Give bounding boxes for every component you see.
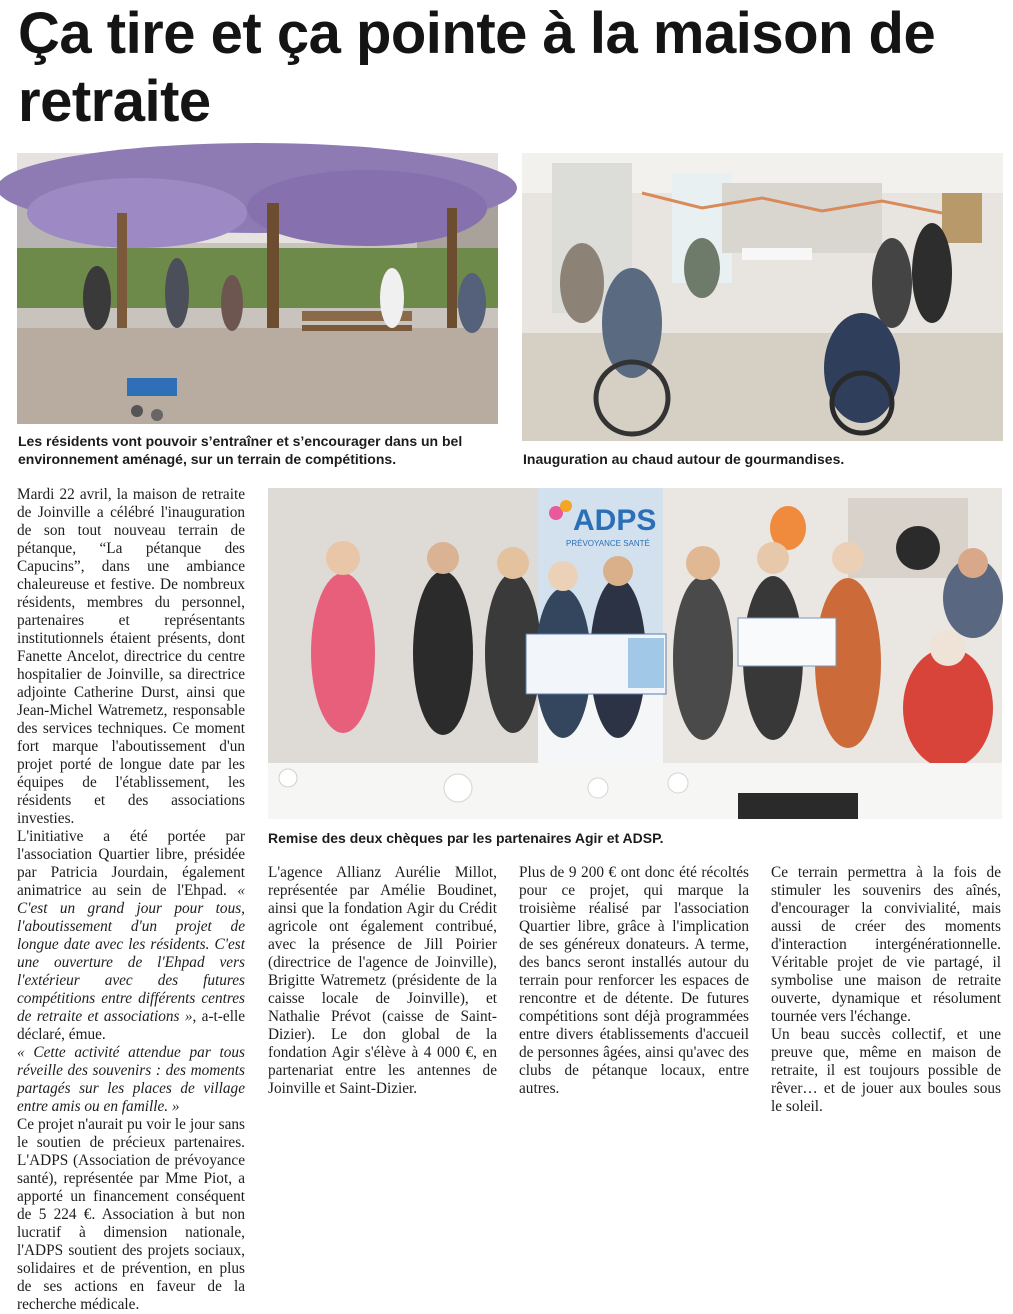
body-paragraph: L'agence Allianz Aurélie Millot, représentée par Amélie Boudinet, ainsi que la fondation Agir du Crédit agricole ont également contribué, avec la présence de Jill Poirier (directrice de l'agence de Joinville), Brigitte Watremetz (présidente de la caisse locale de Joinville), et Nathalie Prévot (caisse de Saint-Dizier). Le don global de la fondation Agir s'élève à 4 000 €, en partenariat entre les antennes de Joinville et Saint-Dizier. bbox=[268, 864, 497, 1097]
article-column-2 bbox=[268, 864, 497, 1194]
hall-photo bbox=[522, 153, 1003, 441]
banner-brand-text: ADPS bbox=[573, 504, 657, 537]
quote: « C'est un grand jour pour tous, l'aboutissement d'un projet de longue date avec les résidents. C'est une ouverture de l'Ehpad vers l'extérieur avec des futures compétitions entre différents centres de retraite et associations » bbox=[17, 882, 245, 1025]
body-paragraph bbox=[17, 1044, 245, 1116]
article-column-1 bbox=[17, 486, 245, 1313]
garden-photo-caption: Les résidents vont pouvoir s’entraîner et s’encourager dans un bel environnement aménagé, sur un terrain de compétitions. bbox=[18, 433, 463, 467]
body-paragraph: Un beau succès collectif, et une preuve que, même en maison de retraite, il est toujours possible de rêver… et de jouer aux boules sous le soleil. bbox=[771, 1026, 1001, 1115]
garden-photo bbox=[17, 153, 498, 424]
hall-photo-caption: Inauguration au chaud autour de gourmandises. bbox=[523, 451, 845, 467]
quote: « Cette activité attendue par tous réveille des souvenirs : des moments partagés sur les places de village entre amis ou en famille. » bbox=[17, 1044, 245, 1115]
article-column-3 bbox=[519, 864, 749, 1194]
body-paragraph: Ce terrain permettra à la fois de stimuler les souvenirs des aînés, d'encourager la convivialité, mais aussi de créer des moments d'interaction intergénérationnelle. Véritable projet de vie partagé, il symbolise une maison de retraite ouverte, dynamique et résolument tournée vers l'échange. bbox=[771, 864, 1001, 1025]
body-paragraph: L'initiative a été portée par l'association Quartier libre, présidée par Patricia Jourdain, également animatrice au sein de l'Ehpad. « C'est un grand jour pour tous, l'aboutissement d'un projet de longue date avec les résidents. C'est une ouverture de l'Ehpad vers l'extérieur avec des futures compétitions entre différents centres de retraite et associations », a-t-elle déclaré, émue. bbox=[17, 828, 245, 1043]
cheque-photo-caption: Remise des deux chèques par les partenaires Agir et ADSP. bbox=[268, 830, 664, 846]
article-column-4 bbox=[771, 864, 1001, 1194]
body-paragraph: Mardi 22 avril, la maison de retraite de Joinville a célébré l'inauguration de son tout nouveau terrain de pétanque, “La pétanque des Capucins”, dans une ambiance chaleureuse et festive. De nombreux résidents, membres du personnel, partenaires et représentants institutionnels étaient présents, dont Fanette Ancelot, directrice du centre hospitalier de Joinville, sa directrice adjointe Catherine Durst, ainsi que Jean-Michel Watremetz, responsable des services techniques. Ce moment fort marque l'aboutissement d'un projet porté de longue date par les équipes de l'établissement, les résidents et des associations investies. bbox=[17, 486, 245, 827]
banner-subtitle-text: PRÉVOYANCE SANTÉ bbox=[566, 539, 650, 548]
body-paragraph: Ce projet n'aurait pu voir le jour sans le soutien de précieux partenaires. L'ADPS (Association de prévoyance santé), représentée par Mme Piot, a apporté un financement conséquent de 5 224 €. Association à but non lucratif à dimension nationale, l'ADPS soutient des projets sociaux, solidaires et de prévention, en plus de ses actions en faveur de la recherche médicale. bbox=[17, 1116, 245, 1313]
article-headline: Ça tire et ça pointe à la maison de retraite bbox=[18, 1, 936, 134]
cheque-photo bbox=[268, 488, 1002, 819]
body-paragraph: Plus de 9 200 € ont donc été récoltés pour ce projet, qui marque la troisième réalisé par l'association Quartier libre, grâce à l'implication de ses généreux donateurs. A terme, des bancs seront installés autour du terrain pour renforcer les espaces de rencontre et de détente. De futures compétitions sont déjà programmées entre divers établissements d'accueil de personnes âgées, ainsi qu'avec des clubs de pétanque locaux, entre autres. bbox=[519, 864, 749, 1097]
